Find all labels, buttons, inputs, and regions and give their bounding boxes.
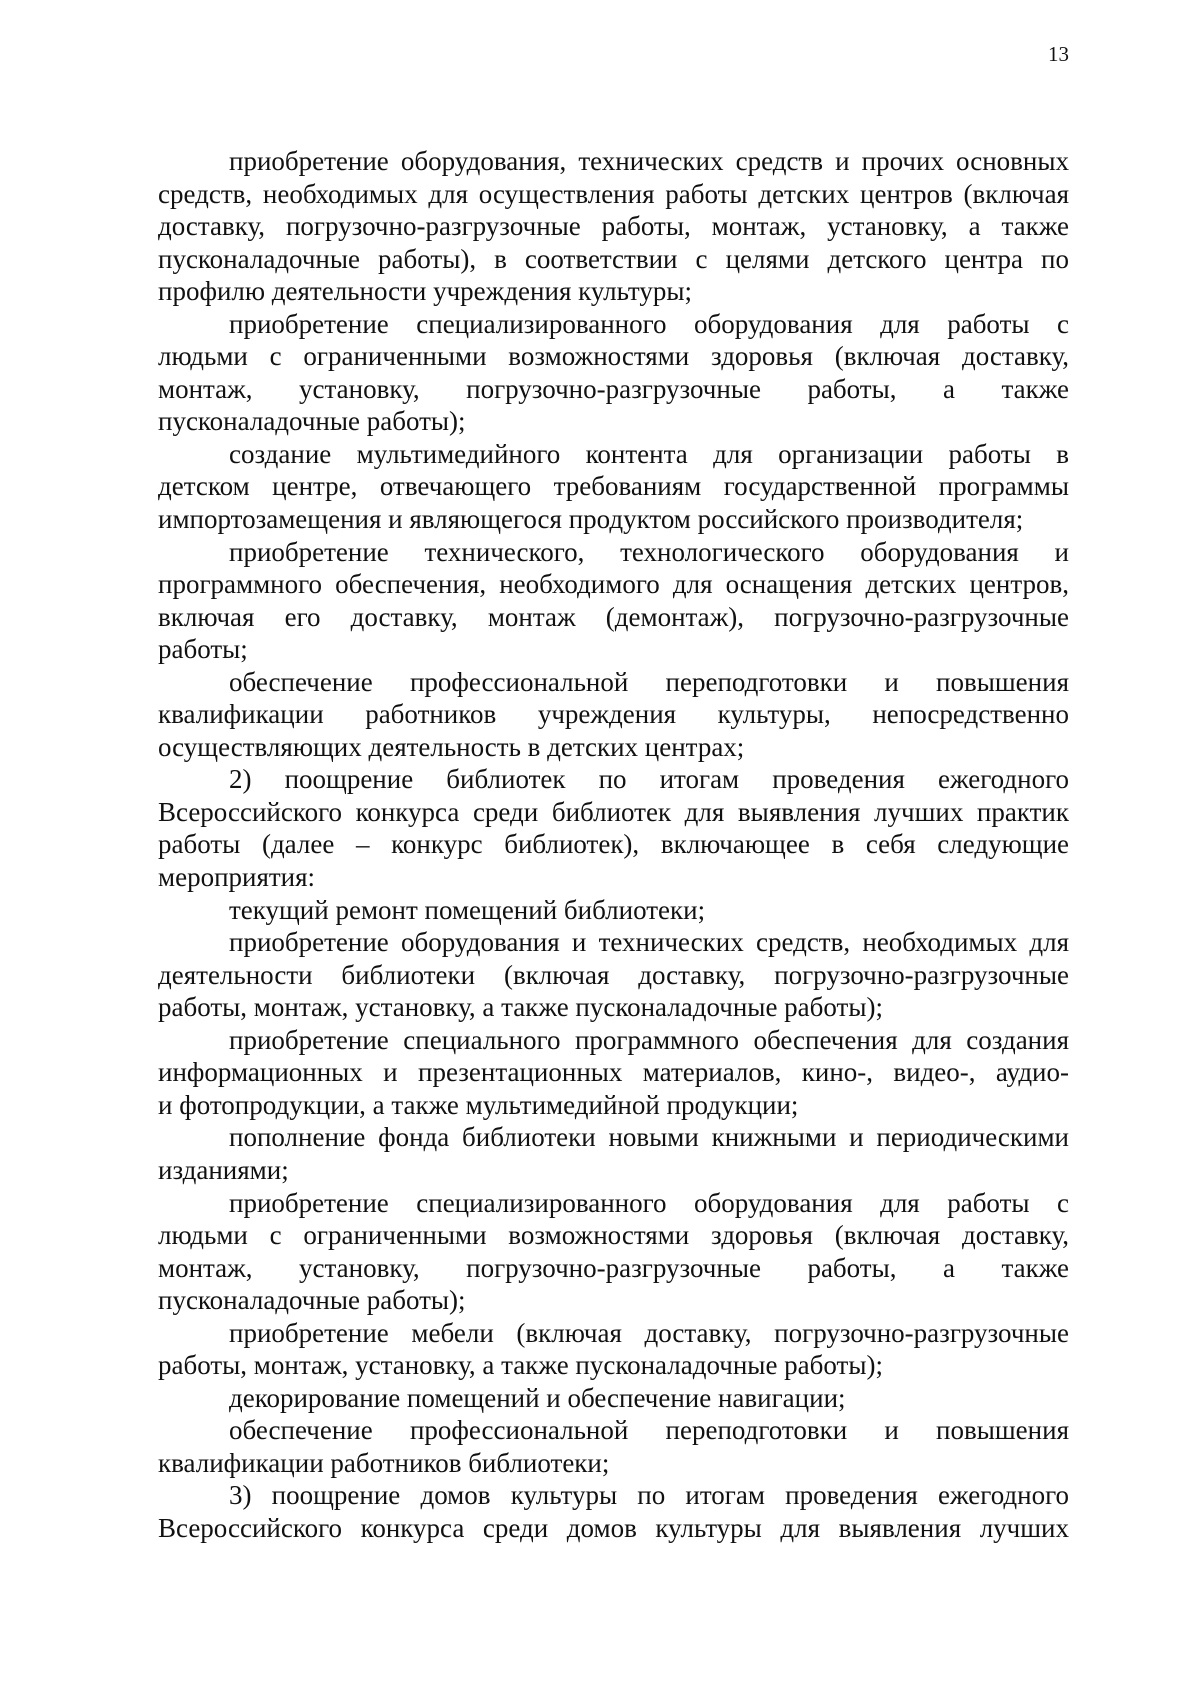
paragraph-line: импортозамещения и являющегося продуктом российского производителя; <box>158 504 1024 535</box>
paragraph <box>158 1187 1069 1317</box>
paragraph-line: Всероссийского конкурса среди домов культуры для выявления лучших <box>158 1512 1069 1543</box>
paragraph-line: программного обеспечения, необходимого для оснащения детских центров, <box>158 569 1069 600</box>
paragraph <box>158 145 1069 308</box>
paragraph-line: изданиями; <box>158 1154 289 1185</box>
paragraph <box>158 438 1069 536</box>
paragraph-line: осуществляющих деятельность в детских центрах; <box>158 731 745 762</box>
paragraph-line: пусконаладочные работы); <box>158 1285 466 1316</box>
paragraph-line: декорирование помещений и обеспечение навигации; <box>229 1382 846 1413</box>
body-text <box>158 145 1069 1545</box>
paragraph <box>158 926 1069 1024</box>
paragraph <box>158 894 1069 927</box>
paragraph-line: квалификации работников библиотеки; <box>158 1447 610 1478</box>
paragraph-line: Всероссийского конкурса среди библиотек для выявления лучших практик <box>158 796 1069 827</box>
paragraph <box>158 1479 1069 1544</box>
paragraph <box>158 1414 1069 1479</box>
paragraph-line: работы, монтаж, установку, а также пусконаладочные работы); <box>158 992 883 1023</box>
paragraph-line: деятельности библиотеки (включая доставку, погрузочно-разгрузочные <box>158 959 1069 990</box>
paragraph-line: пусконаладочные работы), в соответствии с целями детского центра по <box>158 243 1069 274</box>
paragraph-line: информационных и презентационных материалов, кино-, видео-, аудио- <box>158 1057 1069 1088</box>
paragraph <box>158 308 1069 438</box>
paragraph-line: работы, монтаж, установку, а также пусконаладочные работы); <box>158 1350 883 1381</box>
paragraph-line: и фотопродукции, а также мультимедийной продукции; <box>158 1089 799 1120</box>
paragraph-line: работы; <box>158 634 248 665</box>
paragraph-line: средств, необходимых для осуществления работы детских центров (включая <box>158 178 1069 209</box>
paragraph-line: монтаж, установку, погрузочно-разгрузочные работы, а также <box>158 373 1069 404</box>
paragraph <box>158 666 1069 764</box>
paragraph-line: включая его доставку, монтаж (демонтаж), погрузочно-разгрузочные <box>158 601 1069 632</box>
paragraph-line: приобретение специализированного оборудования для работы с <box>229 1187 1069 1218</box>
paragraph-line: 3) поощрение домов культуры по итогам проведения ежегодного <box>229 1480 1069 1511</box>
paragraph-line: приобретение мебели (включая доставку, погрузочно-разгрузочные <box>229 1317 1069 1348</box>
paragraph-line: людьми с ограниченными возможностями здоровья (включая доставку, <box>158 1220 1069 1251</box>
paragraph <box>158 536 1069 666</box>
paragraph-line: мероприятия: <box>158 862 316 893</box>
paragraph-line: пополнение фонда библиотеки новыми книжными и периодическими <box>229 1122 1069 1153</box>
paragraph-line: создание мультимедийного контента для организации работы в <box>229 438 1069 469</box>
paragraph-line: обеспечение профессиональной переподготовки и повышения <box>229 1415 1069 1446</box>
paragraph-line: приобретение технического, технологического оборудования и <box>229 536 1069 567</box>
paragraph-line: приобретение оборудования, технических средств и прочих основных <box>229 146 1069 176</box>
paragraph-line: текущий ремонт помещений библиотеки; <box>229 894 706 925</box>
page-number: 13 <box>1048 42 1069 66</box>
paragraph-line: работы (далее – конкурс библиотек), включающее в себя следующие <box>158 829 1069 860</box>
paragraph-line: монтаж, установку, погрузочно-разгрузочные работы, а также <box>158 1252 1069 1283</box>
paragraph-line: 2) поощрение библиотек по итогам проведения ежегодного <box>229 764 1069 795</box>
paragraph-line: людьми с ограниченными возможностями здоровья (включая доставку, <box>158 341 1069 372</box>
paragraph-line: пусконаладочные работы); <box>158 406 466 437</box>
paragraph-line: детском центре, отвечающего требованиям государственной программы <box>158 471 1069 502</box>
paragraph-line: обеспечение профессиональной переподготовки и повышения <box>229 666 1069 697</box>
paragraph-line: профилю деятельности учреждения культуры; <box>158 276 693 307</box>
paragraph <box>158 1317 1069 1382</box>
paragraph <box>158 1024 1069 1122</box>
paragraph <box>158 1121 1069 1186</box>
paragraph-line: приобретение специального программного обеспечения для создания <box>229 1024 1069 1055</box>
paragraph-line: квалификации работников учреждения культуры, непосредственно <box>158 699 1069 730</box>
paragraph-line: приобретение оборудования и технических средств, необходимых для <box>229 927 1069 958</box>
paragraph-line: приобретение специализированного оборудования для работы с <box>229 308 1069 339</box>
paragraph <box>158 1382 1069 1415</box>
paragraph-line: доставку, погрузочно-разгрузочные работы, монтаж, установку, а также <box>158 211 1069 242</box>
paragraph <box>158 763 1069 893</box>
